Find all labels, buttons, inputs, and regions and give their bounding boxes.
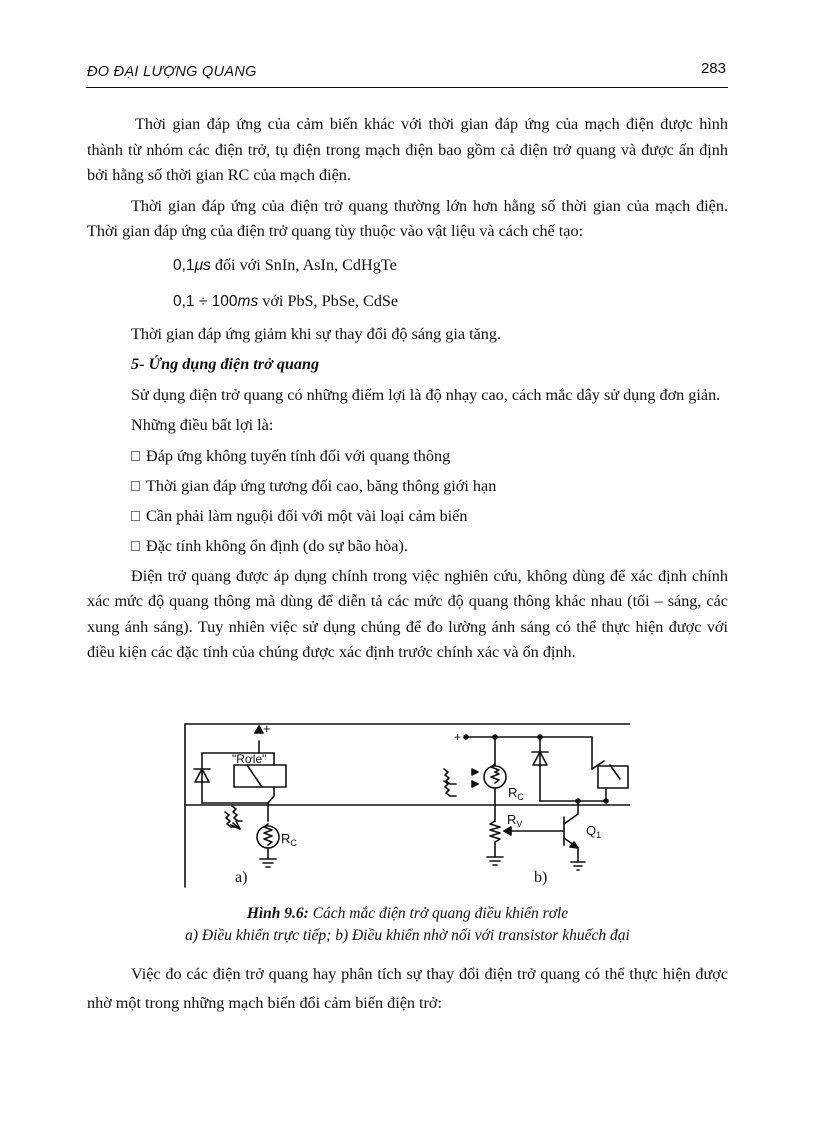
list-item (87, 504, 728, 529)
list-item-text: Thời gian đáp ứng tương đối cao, băng thông giới hạn (146, 476, 497, 495)
caption-figure-number: Hình 9.6: (246, 905, 309, 922)
plus-a-label: + (263, 721, 271, 736)
section-heading-applications: 5- Ứng dụng điện trở quang (131, 355, 320, 373)
light-arrow-a2-icon (232, 806, 242, 821)
paragraph-disadvantages-intro: Những điều bất lợi là: (131, 416, 274, 434)
body-text-continued (87, 960, 728, 1018)
bullet-box-icon (131, 541, 140, 551)
paragraph-photoresistor-response: Thời gian đáp ứng của điện trở quang thường lớn hơn hằng số thời gian của mạch điện. Thời gian đáp ứng của điện trở quang tùy thuộc vào vật liệu và cách chế tạo: (87, 196, 728, 240)
rc-a-label (281, 831, 297, 848)
paragraph-advantages: Sử dụng điện trở quang có những điểm lợi là độ nhạy cao, cách mắc dây sử dụng đơn giản. (131, 385, 721, 404)
list-item-text: Đáp ứng không tuyến tính đối với quang thông (146, 446, 451, 465)
q1-main: Q (586, 823, 597, 838)
plus-b-label: + (454, 730, 462, 744)
formula-1-text: đối với SnIn, AsIn, CdHgTe (210, 255, 397, 274)
subfigure-b-label: b) (534, 869, 548, 886)
list-item (87, 534, 728, 559)
list-item (87, 474, 728, 499)
paragraph-response-time: Thời gian đáp ứng của cảm biến khác với thời gian đáp ứng của mạch điện được hình thành từ nhóm các điện trở, tụ điện trong mạch điện bao gồm cả điện trở quang và được ấn định bởi hằng số thời gian RC của mạch điện. (87, 115, 728, 184)
formula-2-unit: ms (237, 292, 259, 310)
subfigure-a-label: a) (235, 869, 248, 886)
figure-caption (87, 903, 728, 947)
formula-line-2 (87, 286, 728, 317)
supply-arrow-a-icon (255, 726, 263, 733)
formula-1-value: 0,1 (173, 256, 195, 274)
rv-label (507, 812, 522, 829)
bullet-box-icon (131, 511, 140, 521)
formula-2-text: với PbS, PbSe, CdSe (258, 291, 399, 310)
rv-sub: V (516, 819, 523, 829)
paragraph-brightness: Thời gian đáp ứng giảm khi sự thay đổi độ sáng gia tăng. (131, 324, 502, 343)
running-header-title: ĐO ĐẠI LƯỢNG QUANG (87, 64, 257, 80)
caption-line-1 (87, 903, 728, 925)
formula-2-value: 0,1 ÷ 100 (173, 292, 238, 310)
formula-line-1 (87, 250, 728, 281)
caption-title: Cách mắc điện trở quang điều khiển rơle (308, 905, 569, 922)
rc-a-main: R (281, 831, 291, 846)
rc-b-label (508, 785, 524, 802)
potentiometer-rv-icon (490, 821, 500, 842)
paragraph-measurement: Việc đo các điện trở quang hay phân tích sự thay đổi điện trở quang có thể thực hiện được nhờ một trong những mạch biến đổi cảm biến điện trở: (87, 965, 728, 1012)
rc-a-sub: C (290, 838, 297, 848)
formula-1-unit: μs (194, 256, 211, 274)
relay-label: "Rơle" (232, 752, 267, 766)
bullet-box-icon (131, 451, 140, 461)
list-item-text: Đặc tính không ổn định (do sự bão hòa). (146, 536, 408, 555)
light-arrow-a1-icon (225, 812, 235, 827)
paragraph-applications: Điện trở quang được áp dụng chính trong việc nghiên cứu, không dùng để xác định chính xác mức độ quang thông mà dùng để diễn tả các mức độ quang thông khác nhau (tối – sáng, các xung ánh sáng). Tuy nhiên việc sử dụng chúng để đo lường ánh sáng có thể thực hiện được với điều kiện các đặc tính của chúng được xác định trước chính xác và ổn định. (87, 566, 728, 661)
q1-sub: 1 (596, 830, 602, 840)
circuit-figure (182, 721, 630, 891)
rv-main: R (507, 812, 517, 827)
header-rule (86, 87, 728, 88)
body-text (87, 112, 728, 671)
rc-b-main: R (508, 785, 518, 800)
circuit-b (444, 735, 628, 870)
page-number: 283 (700, 60, 726, 77)
list-item (87, 444, 728, 469)
list-item-text: Cần phải làm nguội đối với một vài loại cảm biến (146, 506, 468, 525)
caption-line-2: a) Điều khiển trực tiếp; b) Điều khiển nhờ nối với transistor khuếch đại (185, 927, 630, 944)
bullet-box-icon (131, 481, 140, 491)
rc-b-sub: C (517, 792, 524, 802)
q1-label (586, 823, 601, 840)
